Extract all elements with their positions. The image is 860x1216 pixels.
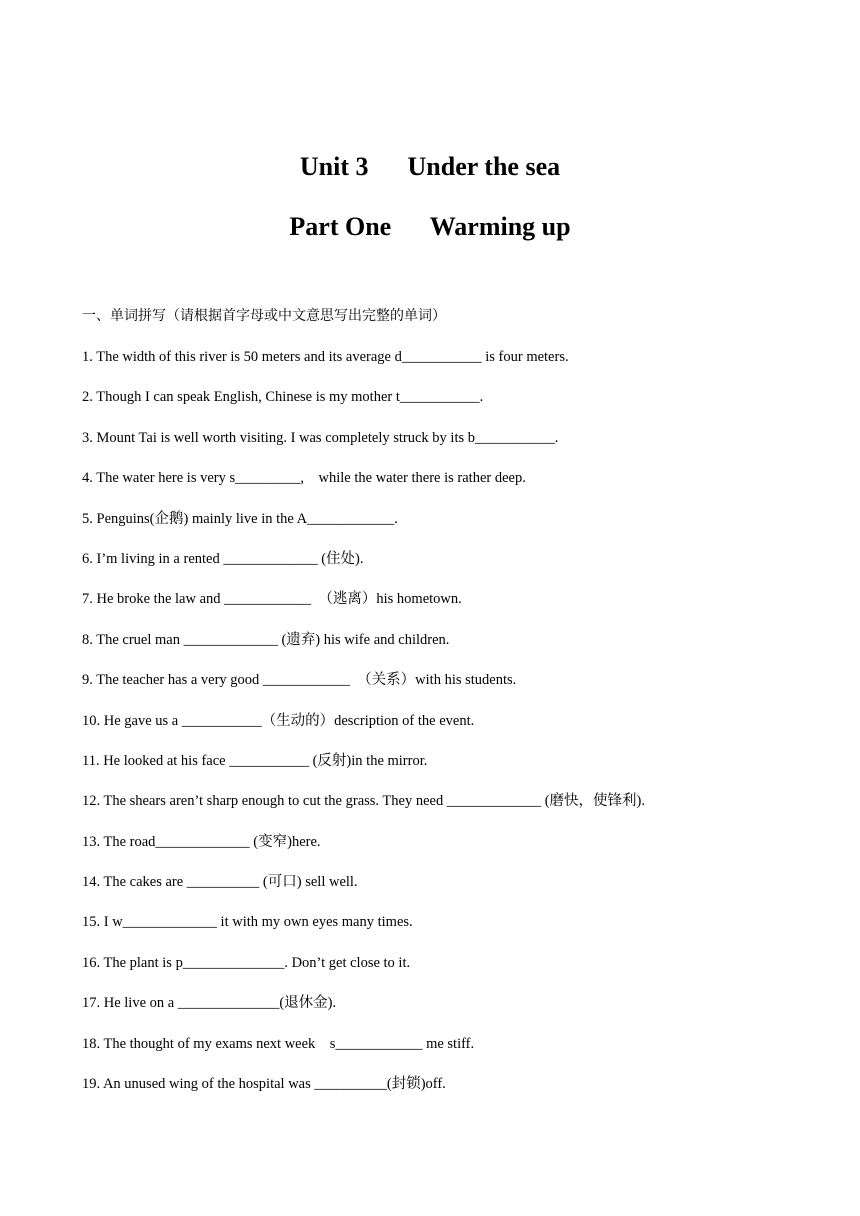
question-item: 11. He looked at his face ___________ (反射)in the mirror. — [82, 752, 428, 769]
question-item: 13. The road_____________ (变窄)here. — [82, 833, 321, 850]
question-item: 12. The shears aren’t sharp enough to cut the grass. They need _____________ (磨快，使锋利). — [82, 793, 645, 810]
section-heading: 一、单词拼写（请根据首字母或中文意思写出完整的单词） — [82, 308, 446, 324]
question-item: 7. He broke the law and ____________ （逃离）his hometown. — [82, 591, 462, 608]
question-item: 4. The water here is very s_________, while the water there is rather deep. — [82, 470, 526, 487]
question-item: 5. Penguins(企鹅) mainly live in the A____________. — [82, 510, 398, 527]
question-item: 6. I’m living in a rented _____________ (住处). — [82, 550, 364, 567]
question-item: 9. The teacher has a very good ____________ （关系）with his students. — [82, 672, 517, 689]
question-list — [82, 347, 645, 1114]
part-title: Part One Warming up — [289, 212, 571, 241]
question-item: 2. Though I can speak English, Chinese is my mother t___________. — [82, 389, 484, 406]
question-item: 19. An unused wing of the hospital was __________(封锁)off. — [82, 1076, 446, 1093]
question-item: 18. The thought of my exams next week s____________ me stiff. — [82, 1035, 475, 1052]
question-item: 10. He gave us a ___________（生动的）description of the event. — [82, 712, 475, 729]
question-item: 17. He live on a ______________(退休金). — [82, 995, 337, 1012]
question-item: 16. The plant is p______________. Don’t get close to it. — [82, 954, 411, 971]
unit-title: Unit 3 Under the sea — [299, 152, 561, 181]
question-item: 8. The cruel man _____________ (遗弃) his wife and children. — [82, 631, 450, 648]
question-item: 1. The width of this river is 50 meters and its average d___________ is four meters. — [82, 349, 569, 365]
question-item: 14. The cakes are __________ (可口) sell well. — [82, 874, 358, 891]
question-item: 15. I w_____________ it with my own eyes many times. — [82, 914, 413, 931]
question-item: 3. Mount Tai is well worth visiting. I was completely struck by its b___________. — [82, 429, 559, 446]
